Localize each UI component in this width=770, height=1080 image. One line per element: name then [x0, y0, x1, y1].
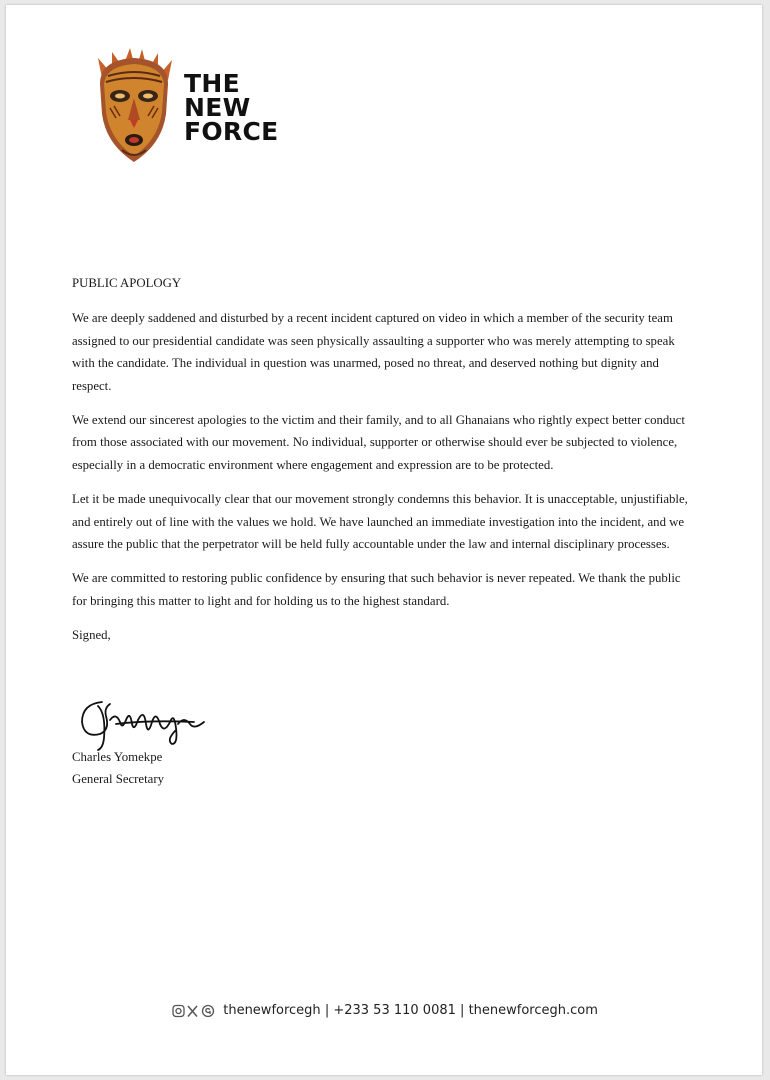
tribal-mask-icon — [92, 48, 176, 166]
footer-handle[interactable]: thenewforcegh — [223, 1003, 321, 1018]
threads-icon — [203, 1005, 214, 1016]
letter-body — [72, 272, 692, 647]
letter-footer — [0, 1003, 770, 1018]
footer-website[interactable]: thenewforcegh.com — [468, 1003, 598, 1018]
signature-image — [76, 694, 216, 754]
paragraph-2: We extend our sincerest apologies to the victim and their family, and to all Ghanaians who rightly expect better conduct from those associated with our movement. No individual, supporter or otherwise should ever be subjected to violence, especially in a democratic environment where engagement and expression are to be protected. — [72, 413, 685, 472]
brand-line-2: NEW — [184, 93, 251, 122]
signer-block — [72, 746, 164, 791]
footer-separator-1: | — [324, 1003, 330, 1018]
signed-label: Signed, — [72, 628, 111, 643]
letter-heading: PUBLIC APOLOGY — [72, 276, 182, 290]
signer-name: Charles Yomekpe — [72, 750, 163, 764]
brand-wordmark — [184, 69, 279, 146]
x-icon — [188, 1006, 197, 1017]
footer-phone: +233 53 110 0081 — [333, 1003, 456, 1018]
footer-separator-2: | — [460, 1003, 465, 1018]
instagram-icon — [173, 1005, 184, 1016]
brand-line-3: FORCE — [184, 117, 279, 146]
signer-title: General Secretary — [72, 772, 165, 787]
brand-line-1: THE — [184, 69, 240, 98]
paragraph-1: We are deeply saddened and disturbed by a recent incident captured on video in which a member of the security team assigned to our presidential candidate was seen physically assaulting a supporter who was merely attempting to speak with the candidate. The individual in question was unarmed, posed no threat, and deserved nothing but dignity and respect. — [72, 311, 675, 393]
paragraph-4: We are committed to restoring public confidence by ensuring that such behavior is never repeated. We thank the public for bringing this matter to light and for holding us to the highest standard. — [72, 571, 681, 608]
social-icons — [172, 1004, 216, 1018]
paragraph-3: Let it be made unequivocally clear that our movement strongly condemns this behavior. It is unacceptable, unjustifiable, and entirely out of line with the values we hold. We have launched an immediate investigation into the incident, and we assure the public that the perpetrator will be held fully accountable under the law and internal disciplinary processes. — [72, 492, 688, 552]
